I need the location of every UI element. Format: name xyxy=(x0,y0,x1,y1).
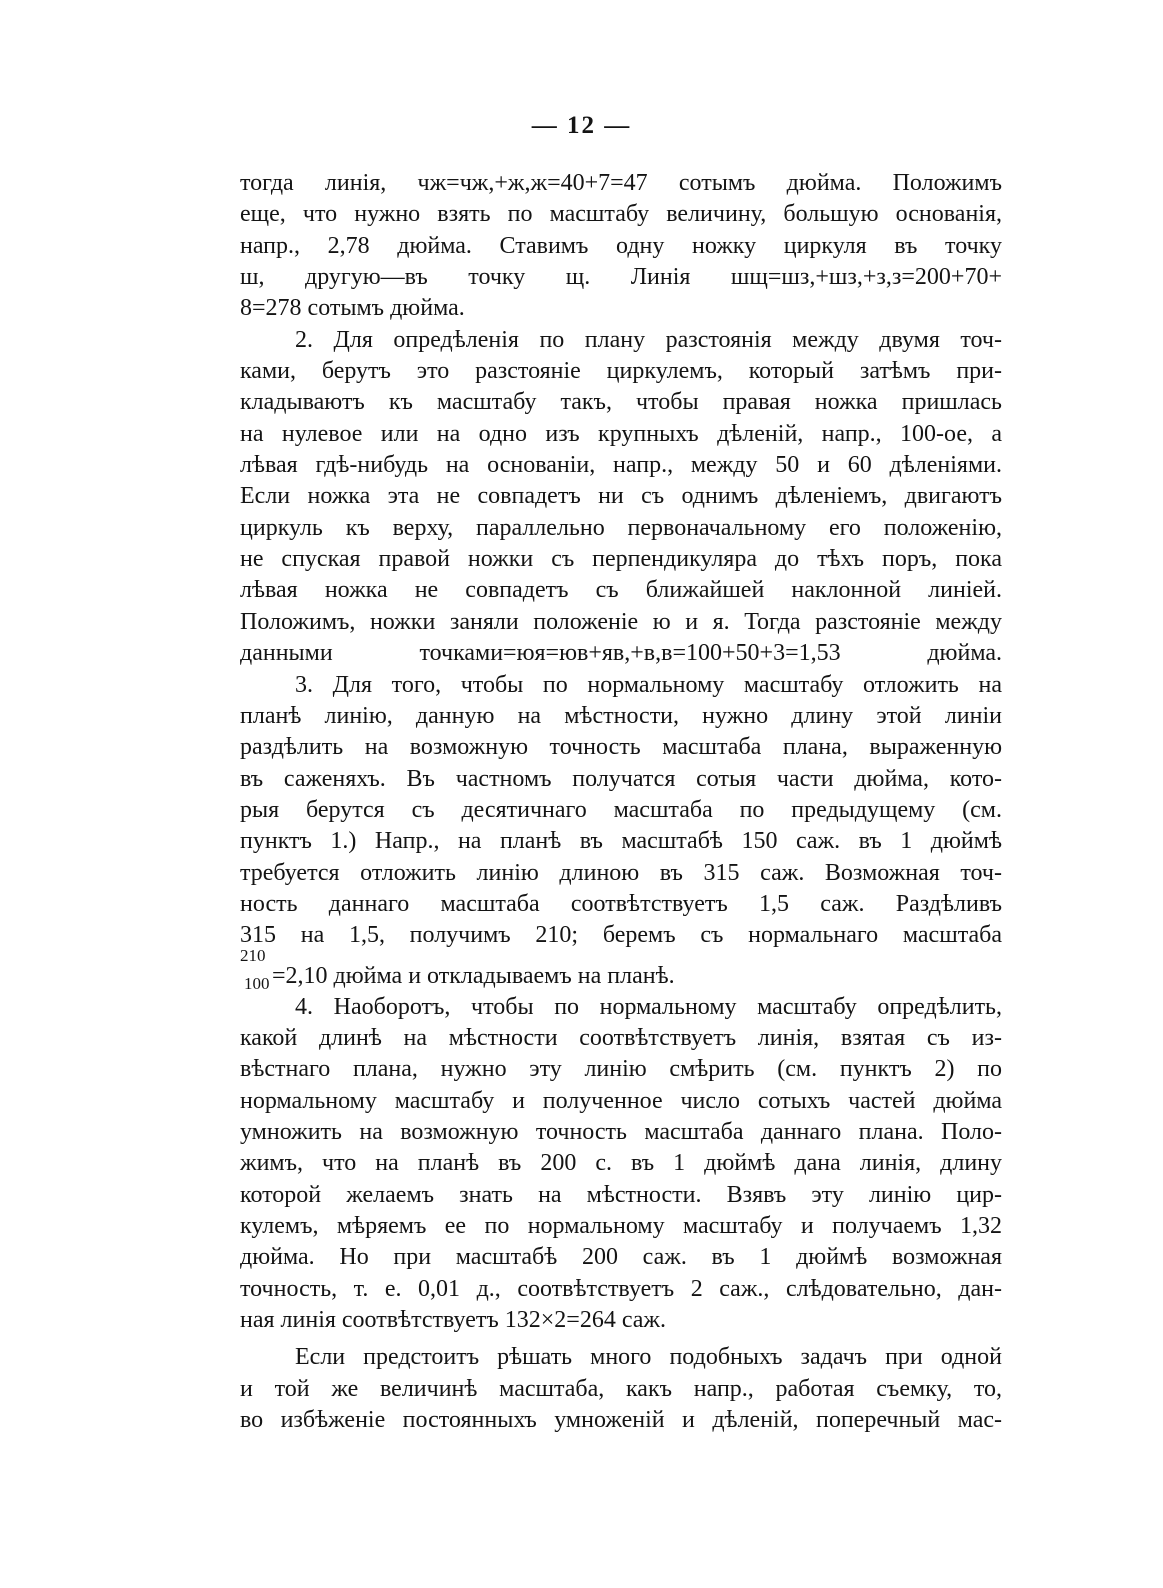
text-line: жимъ, что на планѣ въ 200 с. въ 1 дюймѣ дана линія, длину xyxy=(240,1150,1002,1177)
text-line: раздѣлить на возможную точность масштаба плана, выраженную xyxy=(240,734,1002,761)
fraction-numerator: 210 xyxy=(240,945,266,965)
text-line: ками, берутъ это разстояніе циркулемъ, который затѣмъ при- xyxy=(240,358,1002,385)
fraction-text-line xyxy=(240,945,1002,993)
paragraph-4-start: 4. Наоборотъ, чтобы по нормальному масштабу опредѣлить, xyxy=(295,993,1002,1020)
text-line: дюйма. Но при масштабѣ 200 саж. въ 1 дюймѣ возможная xyxy=(240,1244,1002,1271)
text-line: на нулевое или на одно изъ крупныхъ дѣленій, напр., 100-ое, а xyxy=(240,420,1002,447)
text-line: Положимъ, ножки заняли положеніе ю и я. Тогда разстояніе между xyxy=(240,608,1002,635)
fraction-line-text: =2,10 дюйма и откладываемъ на планѣ. xyxy=(272,962,675,989)
page-number: — 12 — xyxy=(531,112,632,139)
text-line: 8=278 сотымъ дюйма. xyxy=(240,295,465,322)
fraction xyxy=(240,945,272,993)
text-line: какой длинѣ на мѣстности соотвѣтствуетъ линія, взятая съ из- xyxy=(240,1024,1002,1051)
text-line: данными точками=юя=юв+яв,+в,в=100+50+3=1,53 дюйма. xyxy=(240,640,1002,667)
text-line: точность, т. е. 0,01 д., соотвѣтствуетъ 2 саж., слѣдовательно, дан- xyxy=(240,1275,1002,1302)
text-line: пунктъ 1.) Напр., на планѣ въ масштабѣ 150 саж. въ 1 дюймѣ xyxy=(240,828,1002,855)
text-line: не спуская правой ножки съ перпендикуляра до тѣхъ поръ, пока xyxy=(240,546,1002,573)
text-line: напр., 2,78 дюйма. Ставимъ одну ножку циркуля въ точку xyxy=(240,232,1002,259)
text-line: циркуль къ верху, параллельно первоначальному его положенію, xyxy=(240,514,1002,541)
text-line: вѣстнаго плана, нужно эту линію смѣрить (см. пунктъ 2) по xyxy=(240,1056,1002,1083)
text-line: требуется отложить линію длиною въ 315 саж. Возможная точ- xyxy=(240,859,1002,886)
text-line: кладываютъ къ масштабу такъ, чтобы правая ножка пришлась xyxy=(240,389,1002,416)
text-line: Если ножка эта не совпадетъ ни съ однимъ дѣленіемъ, двигаютъ xyxy=(240,483,1002,510)
text-line: ная линія соотвѣтствуетъ 132×2=264 саж. xyxy=(240,1307,667,1334)
fraction-denominator: 100 xyxy=(244,973,270,993)
text-line: ность даннаго масштаба соотвѣтствуетъ 1,5 саж. Раздѣливъ xyxy=(240,890,1002,917)
paragraph-5-start: Если предстоитъ рѣшать много подобныхъ задачъ при одной xyxy=(295,1344,1002,1371)
text-line: умножить на возможную точность масштаба даннаго плана. Поло- xyxy=(240,1118,1002,1145)
text-line: въ саженяхъ. Въ частномъ получатся сотыя части дюйма, кото- xyxy=(240,765,1002,792)
text-line: еще, что нужно взять по масштабу величину, большую основанія, xyxy=(240,201,1002,228)
text-line: 315 на 1,5, получимъ 210; беремъ съ нормальнаго масштаба xyxy=(240,922,1002,949)
text-line: тогда линія, чж=чж,+ж,ж=40+7=47 сотымъ дюйма. Положимъ xyxy=(240,170,1002,196)
text-line: во избѣженіе постоянныхъ умноженій и дѣленій, поперечный мас- xyxy=(240,1407,1002,1434)
body-text xyxy=(240,168,1002,1436)
text-line: нормальному масштабу и полученное число сотыхъ частей дюйма xyxy=(240,1087,1002,1114)
text-line: кулемъ, мѣряемъ ее по нормальному масштабу и получаемъ 1,32 xyxy=(240,1213,1002,1239)
text-line: ш, другую—въ точку щ. Линія шщ=шз,+шз,+з,з=200+70+ xyxy=(240,264,1002,291)
text-line: лѣвая гдѣ-нибудь на основаніи, напр., между 50 и 60 дѣленіями. xyxy=(240,452,1002,479)
text-line: лѣвая ножка не совпадетъ съ ближайшей наклонной линіей. xyxy=(240,577,1002,604)
text-line: рыя берутся съ десятичнаго масштаба по предыдущему (см. xyxy=(240,796,1002,823)
paragraph-3-start: 3. Для того, чтобы по нормальному масштабу отложить на xyxy=(295,671,1002,698)
text-line: планѣ линію, данную на мѣстности, нужно длину этой линіи xyxy=(240,702,1002,729)
text-line: которой желаемъ знать на мѣстности. Взявъ эту линію цир- xyxy=(240,1181,1002,1208)
paragraph-2-start: 2. Для опредѣленія по плану разстоянія между двумя точ- xyxy=(295,326,1002,353)
text-line: и той же величинѣ масштаба, какъ напр., работая съемку, то, xyxy=(240,1375,1002,1402)
